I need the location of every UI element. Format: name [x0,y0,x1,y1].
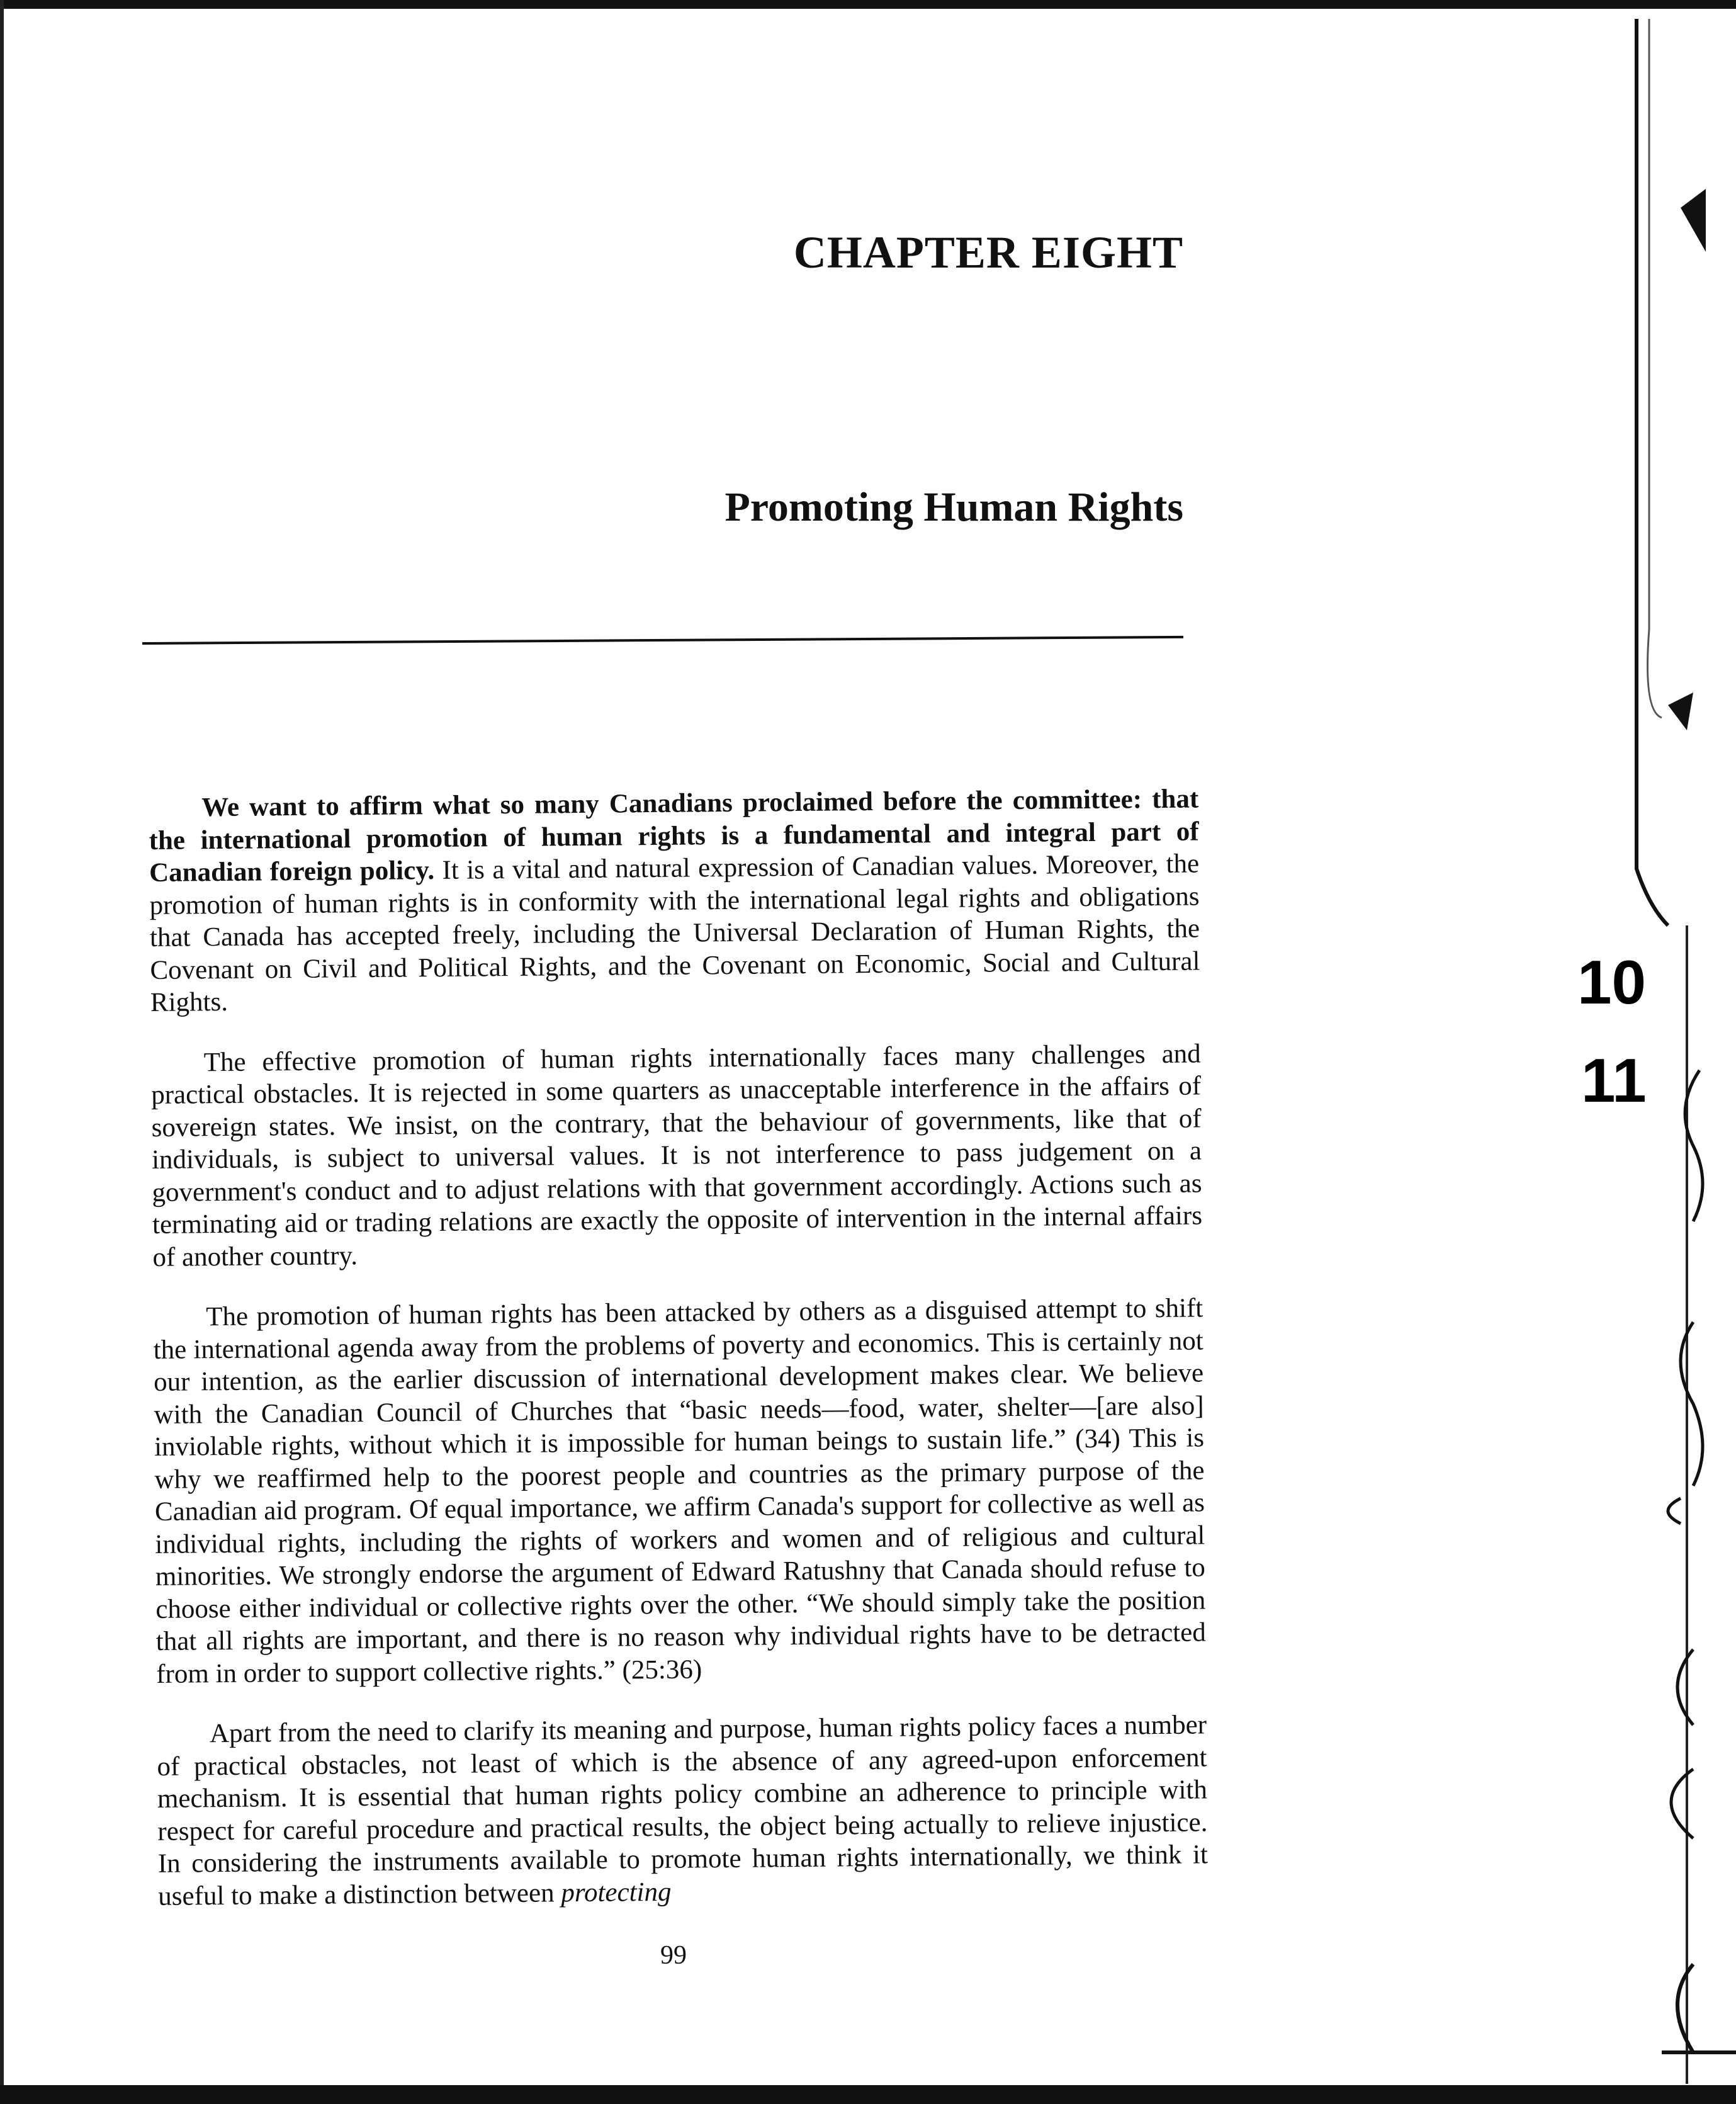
paragraph-4-italic-tail: protecting [561,1877,672,1908]
title-divider [142,636,1183,645]
paragraph-4-text: Apart from the need to clarify its meaning and purpose, human rights policy faces a number of practical obstacles, not least of which is the absence of any agreed-upon enforcement mechanism. It is essential that human rights policy combine an adherence to principle with respect for careful procedure and practical results, the object being actually to relieve injustice. In considering the instruments available to promote human rights internationally, we think it useful to make a distinction between [157,1710,1208,1911]
paragraph-2-text: The effective promotion of human rights internationally faces many challenges and practical obstacles. It is rejected in some quarters as unacceptable interference in the affairs of sovereign states. We insist, on the contrary, that the behaviour of governments, like that of individuals, is subject to universal values. It is not interference to pass judgement on a government's conduct and to adjust relations with that government accordingly. Actions such as terminating aid or trading relations are exactly the opposite of intervention in the internal affairs of another country. [150,1038,1203,1272]
paragraph-3 [153,1292,1206,1690]
scan-left-border [0,0,4,2104]
scan-top-border [0,0,1736,9]
body-text [149,783,1209,1940]
scan-bottom-border [0,2085,1736,2104]
paragraph-4 [157,1709,1209,1913]
paragraph-1 [149,783,1200,1019]
index-tab-10: 10 [1577,947,1647,1017]
page-number: 99 [660,1941,687,1970]
chapter-title: Promoting Human Rights [724,484,1183,530]
paragraph-1-text: It is a vital and natural expression of Canadian values. Moreover, the promotion of human rights is in conformity with the international legal rights and obligations that Canada has accepted freely, including the Universal Declaration of Human Rights, the Covenant on Civil and Political Rights, and the Covenant on Economic, Social and Cultural Rights. [149,849,1200,1017]
paragraph-3-text: The promotion of human rights has been attacked by others as a disguised attempt to shift the international agenda away from the problems of poverty and economics. This is certainly not our intention, as the earlier discussion of international development makes clear. We believe with the Canadian Council of Churches that “basic needs—food, water, shelter—[are also] inviolable rights, without which it is impossible for human beings to sustain life.” (34) This is why we reaffirmed help to the poorest people and countries as the primary purpose of the Canadian aid program. Of equal importance, we affirm Canada's support for collective as well as individual rights, including the rights of workers and women and of religious and cultural minorities. We strongly endorse the argument of Edward Ratushny that Canada should refuse to choose either individual or collective rights over the other. “We should simply take the position that all rights are important, and there is no reason why individual rights have to be detracted from in order to support collective rights.” (25:36) [153,1293,1206,1689]
chapter-label: CHAPTER EIGHT [793,227,1183,278]
paragraph-1-bold-lead: We want to affirm what so many Canadians proclaimed before the committee: that the international promotion of human rights is a fundamental and integral part of Canadian foreign policy. [149,784,1199,888]
index-tab-11: 11 [1581,1046,1647,1115]
paragraph-2 [151,1038,1203,1274]
